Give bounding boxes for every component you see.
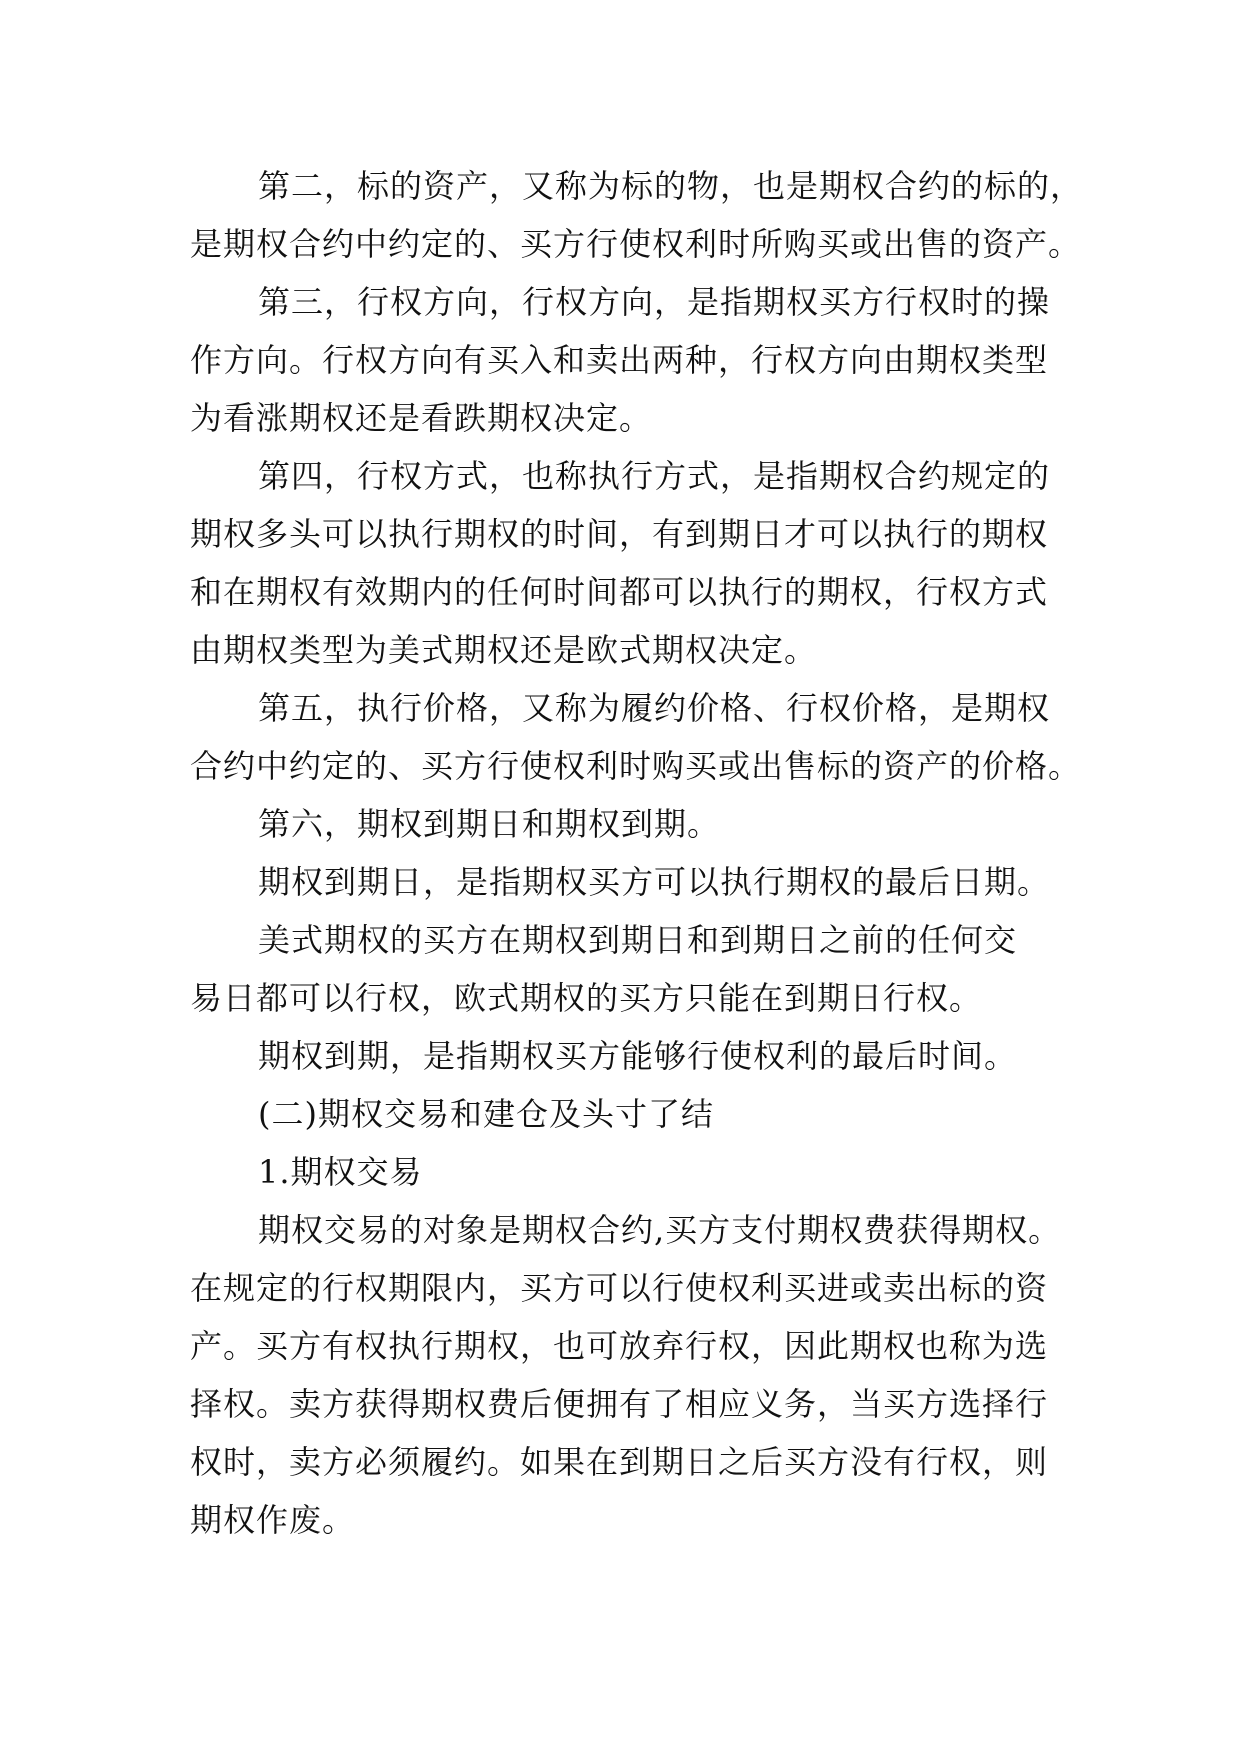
text-line: 美式期权的买方在期权到期日和到期日之前的任何交 (258, 921, 1018, 959)
text-line: 期权多头可以执行期权的时间，有到期日才可以执行的期权 (190, 515, 1049, 553)
text-line: 择权。卖方获得期权费后便拥有了相应义务，当买方选择行 (190, 1385, 1049, 1423)
text-line: 和在期权有效期内的任何时间都可以执行的期权，行权方式 (190, 573, 1049, 611)
text-line: 第四，行权方式，也称执行方式，是指期权合约规定的 (258, 457, 1051, 495)
text-line: 期权交易的对象是期权合约,买方支付期权费获得期权。 (258, 1211, 1062, 1249)
text-line: 作方向。行权方向有买入和卖出两种，行权方向由期权类型 (190, 341, 1049, 379)
text-line: 易日都可以行权，欧式期权的买方只能在到期日行权。 (190, 979, 983, 1017)
text-line: 第二，标的资产，又称为标的物，也是期权合约的标的， (258, 167, 1084, 205)
text-line: 为看涨期权还是看跌期权决定。 (190, 399, 653, 437)
text-line: 第五，执行价格，又称为履约价格、行权价格，是期权 (258, 689, 1051, 727)
text-line: 权时，卖方必须履约。如果在到期日之后买方没有行权，则 (190, 1443, 1049, 1481)
text-line: 产。买方有权执行期权，也可放弃行权，因此期权也称为选 (190, 1327, 1049, 1365)
section-heading: (二)期权交易和建仓及头寸了结 (258, 1095, 714, 1133)
text-line: 由期权类型为美式期权还是欧式期权决定。 (190, 631, 818, 669)
subsection-heading: 1.期权交易 (258, 1153, 423, 1191)
text-line: 第六，期权到期日和期权到期。 (258, 805, 721, 843)
text-line: 合约中约定的、买方行使权利时购买或出售标的资产的价格。 (190, 747, 1082, 785)
text-line: 期权到期日，是指期权买方可以执行期权的最后日期。 (258, 863, 1051, 901)
text-line: 是期权合约中约定的、买方行使权利时所购买或出售的资产。 (190, 225, 1082, 263)
text-line: 在规定的行权期限内，买方可以行使权利买进或卖出标的资 (190, 1269, 1049, 1307)
text-line: 第三，行权方向，行权方向，是指期权买方行权时的操 (258, 283, 1051, 321)
text-line: 期权到期，是指期权买方能够行使权利的最后时间。 (258, 1037, 1018, 1075)
text-line: 期权作废。 (190, 1501, 356, 1539)
